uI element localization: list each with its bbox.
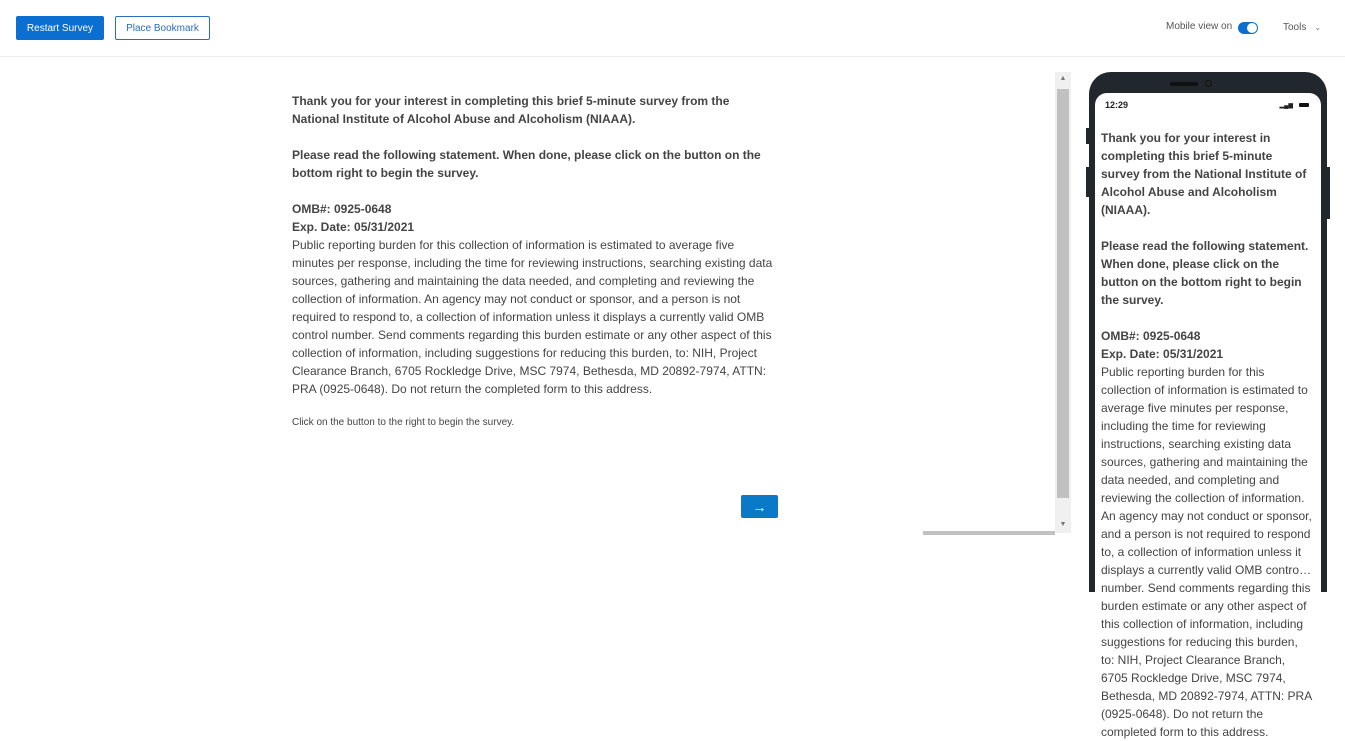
burden-statement: Public reporting burden for this collection of information is estimated to average five minutes per response, including the time for reviewing instructions, searching existing data sources, gathering and maintaining the data needed, and completing and reviewing the collection of information. An agency may not conduct or sponsor, and a person is not required to respond to, a collection of information unless it displays a currently valid OMB control number. Send comments regarding this burden estimate or any other aspect of this collection of information, including suggestions for reducing this burden, to: NIH, Project Clearance Branch, 6705 Rockledge Drive, MSC 7974, Bethesda, MD 20892-7974, ATTN: PRA (0925-0648). Do not return the completed form to this address. — [292, 238, 773, 396]
phone-speaker — [1170, 82, 1198, 86]
next-button[interactable]: → — [741, 495, 778, 518]
mobile-burden-statement: Public reporting burden for this collection of information is estimated to average five minutes per response, including the time for reviewing instructions, searching existing data sources, gathering and maintaining the data needed, and completing and reviewing the collection of information. An agency may not conduct or sponsor, and a person is not required to respond to, a collection of information unless it displays a currently valid OMB control number. Send comments regarding this burden estimate or any other aspect of this collection of information, including suggestions for reducing this burden, to: NIH, Project Clearance Branch, 6705 Rockledge Drive, MSC 7974, Bethesda, MD 20892-7974, ATTN: PRA (0925-0648). Do not return the completed form to this address. — [1101, 365, 1312, 739]
phone-side-button — [1327, 167, 1330, 219]
tools-label: Tools — [1283, 22, 1307, 33]
instruction-text: Please read the following statement. When done, please click on the button on the bottom right to begin the survey. — [292, 148, 761, 180]
phone-screen — [1095, 93, 1321, 739]
mobile-instruction-text: Please read the following statement. When done, please click on the button on the bottom right to begin the survey. — [1101, 239, 1309, 307]
scroll-up-icon[interactable]: ▲ — [1059, 75, 1067, 82]
phone-time: 12:29 — [1105, 100, 1129, 110]
mobile-exp-date: Exp. Date: 05/31/2021 — [1101, 347, 1224, 361]
horizontal-scrollbar[interactable] — [923, 531, 1055, 535]
click-note: Click on the button to the right to begin the survey. — [292, 417, 515, 428]
signal-icon: ▂▄▆ — [1279, 103, 1293, 109]
mobile-view-label: Mobile view on — [1166, 21, 1233, 32]
intro-text: Thank you for your interest in completing this brief 5-minute survey from the National Institute of Alcohol Abuse and Alcoholism (NIAAA). — [292, 94, 730, 126]
survey-content — [292, 92, 777, 448]
scrollbar-thumb[interactable] — [1057, 89, 1069, 498]
mobile-view-toggle[interactable] — [1238, 22, 1258, 34]
mobile-survey-content[interactable] — [1101, 129, 1313, 739]
mobile-omb-number: OMB#: 0925-0648 — [1101, 329, 1201, 343]
scroll-down-icon[interactable]: ▼ — [1059, 521, 1067, 528]
phone-side-button — [1086, 128, 1089, 144]
mobile-preview — [1089, 72, 1327, 739]
omb-number: OMB#: 0925-0648 — [292, 202, 392, 216]
phone-side-button — [1086, 167, 1089, 197]
exp-date: Exp. Date: 05/31/2021 — [292, 220, 415, 234]
top-toolbar — [0, 0, 1345, 57]
tools-menu[interactable] — [1283, 22, 1321, 33]
mobile-intro-text: Thank you for your interest in completing this brief 5-minute survey from the National Institute of Alcohol Abuse and Alcoholism (NIAAA). — [1101, 131, 1307, 217]
place-bookmark-button[interactable]: Place Bookmark — [115, 16, 210, 40]
chevron-down-icon: ⌄ — [1314, 23, 1322, 32]
phone-camera — [1205, 80, 1212, 87]
battery-icon — [1299, 103, 1309, 107]
restart-survey-button[interactable]: Restart Survey — [16, 16, 104, 40]
vertical-scrollbar[interactable] — [1055, 72, 1071, 533]
